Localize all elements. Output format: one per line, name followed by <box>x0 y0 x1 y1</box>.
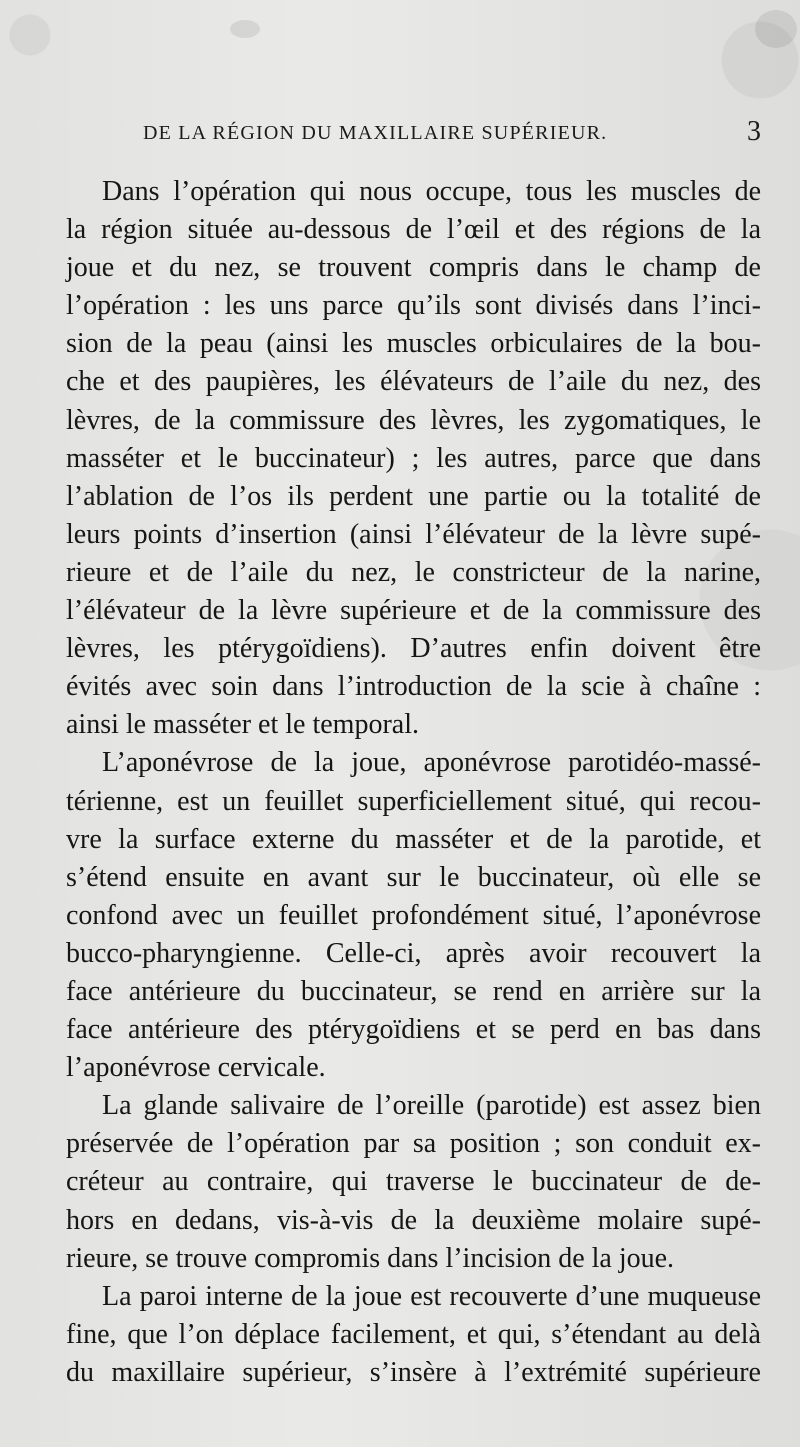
text-line: fine, que l’on déplace facilement, et qui, s’étendant au delà <box>66 1318 761 1350</box>
text-line: face antérieure des ptérygoïdiens et se perd en bas dans <box>66 1014 761 1046</box>
text-line: masséter et le buccinateur) ; les autres, parce que dans <box>66 442 761 474</box>
page-number: 3 <box>747 116 761 147</box>
text-line: térienne, est un feuillet superficiellement situé, qui recou- <box>66 785 761 817</box>
text-line: rieure, se trouve compromis dans l’incision de la joue. <box>66 1242 675 1274</box>
page-spot <box>230 20 260 38</box>
text-line: du maxillaire supérieur, s’insère à l’extrémité supérieure <box>66 1356 761 1388</box>
text-line: lèvres, de la commissure des lèvres, les zygomatiques, le <box>66 404 761 436</box>
text-line: l’aponévrose cervicale. <box>66 1052 326 1084</box>
text-line: Dans l’opération qui nous occupe, tous les muscles de <box>102 176 761 207</box>
text-line: joue et du nez, se trouvent compris dans le champ de <box>66 252 761 284</box>
text-line: ainsi le masséter et le temporal. <box>66 709 419 741</box>
text-line: La glande salivaire de l’oreille (parotide) est assez bien <box>102 1090 761 1122</box>
text-line: confond avec un feuillet profondément situé, l’aponévrose <box>66 899 761 931</box>
text-line: préservée de l’opération par sa position ; son conduit ex- <box>66 1128 761 1160</box>
page-spot <box>755 10 797 48</box>
text-line: hors en dedans, vis-à-vis de la deuxième molaire supé- <box>66 1204 761 1236</box>
text-line: bucco-pharyngienne. Celle-ci, après avoir recouvert la <box>66 937 761 969</box>
text-line: leurs points d’insertion (ainsi l’élévateur de la lèvre supé- <box>66 518 761 550</box>
text-line: l’ablation de l’os ils perdent une partie ou la totalité de <box>66 480 761 512</box>
text-line: che et des paupières, les élévateurs de l’aile du nez, des <box>66 366 761 398</box>
text-line: La paroi interne de la joue est recouverte d’une muqueuse <box>102 1280 761 1312</box>
text-line: sion de la peau (ainsi les muscles orbiculaires de la bou- <box>66 328 761 360</box>
text-line: vre la surface externe du masséter et de la parotide, et <box>66 823 761 855</box>
text-line: s’étend ensuite en avant sur le buccinateur, où elle se <box>66 861 761 893</box>
text-line: rieure et de l’aile du nez, le constricteur de la narine, <box>66 556 761 588</box>
page-header <box>143 116 761 150</box>
text-line: l’opération : les uns parce qu’ils sont divisés dans l’inci- <box>66 290 761 322</box>
text-line: la région située au-dessous de l’œil et des régions de la <box>66 214 761 246</box>
body-text <box>66 173 761 1392</box>
text-line: face antérieure du buccinateur, se rend en arrière sur la <box>66 975 761 1007</box>
text-line: créteur au contraire, qui traverse le buccinateur de de- <box>66 1166 761 1198</box>
running-title: DE LA RÉGION DU MAXILLAIRE SUPÉRIEUR. <box>143 122 608 144</box>
text-line: L’aponévrose de la joue, aponévrose parotidéo-massé- <box>102 747 761 779</box>
text-line: lèvres, les ptérygoïdiens). D’autres enfin doivent être <box>66 633 761 665</box>
text-line: l’élévateur de la lèvre supérieure et de la commissure des <box>66 595 761 627</box>
text-line: évités avec soin dans l’introduction de la scie à chaîne : <box>66 671 761 703</box>
